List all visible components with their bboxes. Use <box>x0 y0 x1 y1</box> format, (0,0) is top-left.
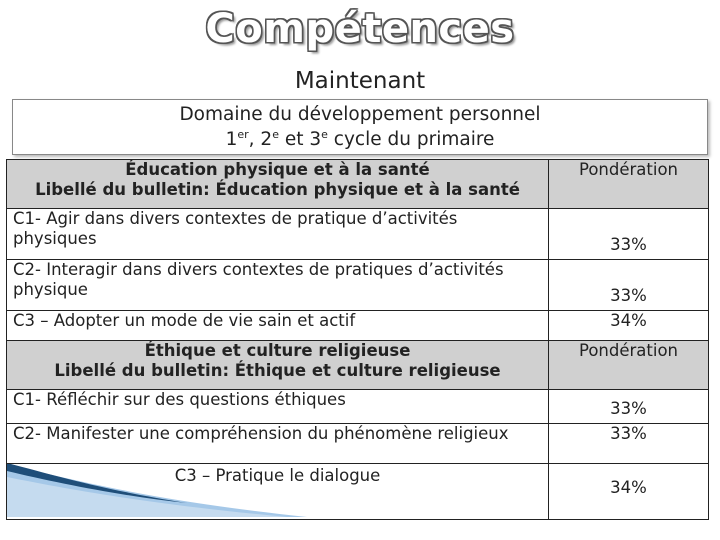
section-heading-cell <box>7 160 549 209</box>
competence-cell <box>7 464 549 520</box>
competence-cell: C2- Interagir dans divers contextes de pratiques d’activités physique <box>7 260 549 311</box>
bulletin-label: Libellé du bulletin: Éducation physique et à la santé <box>35 180 520 199</box>
domain-name: Domaine du développement personnel <box>179 104 541 125</box>
cycle-line: 1er, 2e et 3e cycle du primaire <box>225 127 495 150</box>
section-header-row <box>7 341 709 390</box>
table-row <box>7 260 709 311</box>
weight-cell: 33% <box>549 390 709 424</box>
domain-box <box>12 99 708 155</box>
competence-cell: C1- Agir dans divers contextes de pratique d’activités physiques <box>7 209 549 260</box>
weight-cell: 33% <box>549 424 709 464</box>
weight-cell: 33% <box>549 260 709 311</box>
weight-header: Pondération <box>549 341 709 390</box>
table-row <box>7 311 709 341</box>
competences-table <box>6 159 709 520</box>
table-row <box>7 424 709 464</box>
competence-cell: C3 – Adopter un mode de vie sain et actif <box>7 311 549 341</box>
weight-cell: 34% <box>549 311 709 341</box>
slide-title: Compétences <box>205 6 515 52</box>
weight-header: Pondération <box>549 160 709 209</box>
table-row <box>7 390 709 424</box>
competence-cell: C1- Réfléchir sur des questions éthiques <box>7 390 549 424</box>
table-row <box>7 464 709 520</box>
slide-subtitle: Maintenant <box>294 68 426 94</box>
bulletin-label: Libellé du bulletin: Éthique et culture religieuse <box>54 361 501 380</box>
table-row <box>7 209 709 260</box>
section-heading-cell <box>7 341 549 390</box>
weight-cell: 34% <box>549 464 709 520</box>
section-heading: Éducation physique et à la santé <box>125 160 430 179</box>
competence-text: C3 – Pratique le dialogue <box>174 466 381 485</box>
competence-cell: C2- Manifester une compréhension du phénomène religieux <box>7 424 549 464</box>
section-header-row <box>7 160 709 209</box>
weight-cell: 33% <box>549 209 709 260</box>
section-heading: Éthique et culture religieuse <box>144 341 411 360</box>
